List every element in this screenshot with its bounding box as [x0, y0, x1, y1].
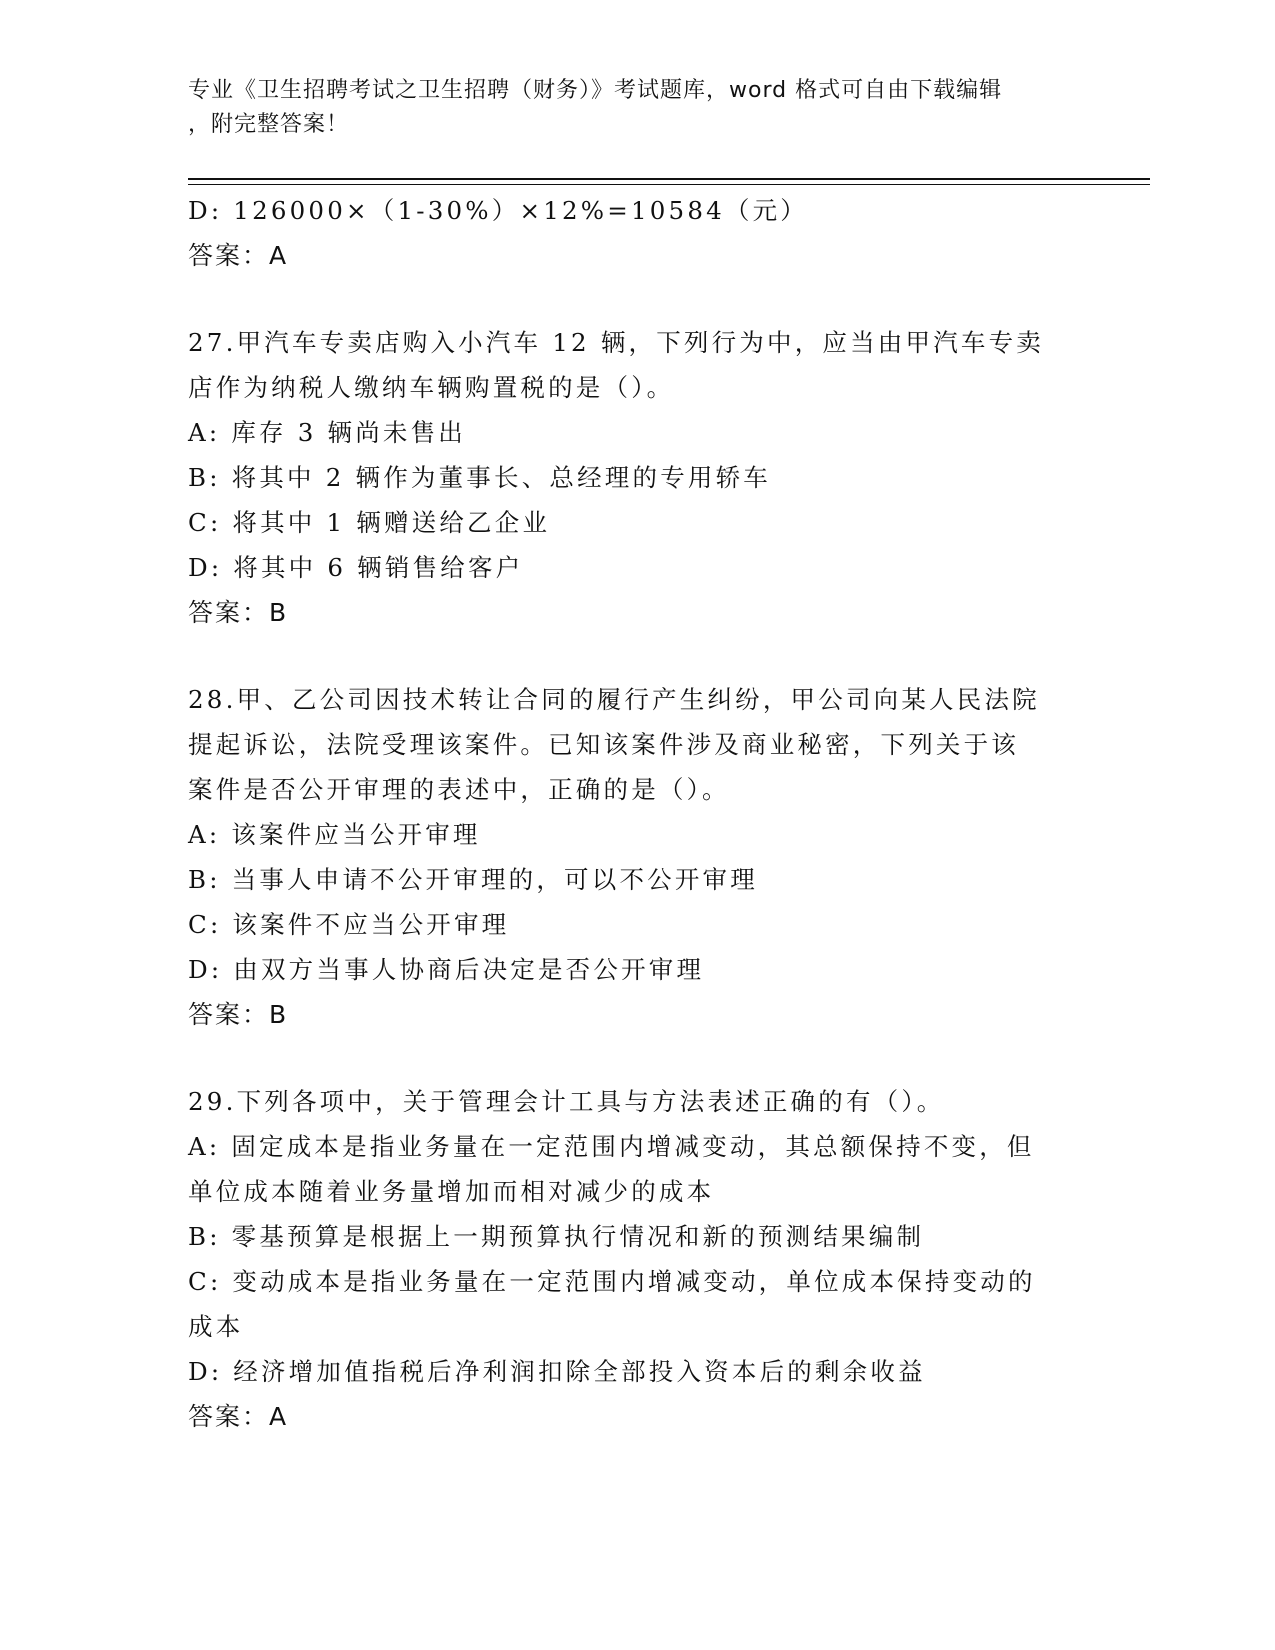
- question-28: [188, 677, 1088, 1037]
- option-a-continued: 单位成本随着业务量增加而相对减少的成本: [188, 1177, 715, 1206]
- option-d: D: 由双方当事人协商后决定是否公开审理: [188, 955, 705, 984]
- option-a: A: 库存 3 辆尚未售出: [188, 418, 466, 447]
- answer: 答案：A: [188, 1402, 289, 1431]
- header-line-2: ，附完整答案！: [188, 112, 350, 137]
- question-29: [188, 1079, 1088, 1439]
- spacer: [188, 635, 1088, 677]
- answer: 答案：A: [188, 241, 289, 270]
- option-b: B: 零基预算是根据上一期预算执行情况和新的预测结果编制: [188, 1222, 925, 1251]
- option-d: D: 经济增加值指税后净利润扣除全部投入资本后的剩余收益: [188, 1357, 926, 1386]
- answer: 答案：B: [188, 598, 289, 627]
- question-stem: 27.甲汽车专卖店购入小汽车 12 辆，下列行为中，应当由甲汽车专卖: [188, 328, 1045, 357]
- question-stem: 提起诉讼，法院受理该案件。已知该案件涉及商业秘密，下列关于该: [188, 730, 1019, 759]
- previous-question-tail: [188, 188, 1088, 278]
- question-27: [188, 320, 1088, 635]
- header-line-1: 专业《卫生招聘考试之卫生招聘（财务）》考试题库，word 格式可自由下载编辑: [188, 78, 1003, 103]
- question-stem: 案件是否公开审理的表述中，正确的是（）。: [188, 775, 730, 804]
- answer: 答案：B: [188, 1000, 289, 1029]
- spacer: [188, 1037, 1088, 1079]
- option-a: A: 该案件应当公开审理: [188, 820, 481, 849]
- option-d: D: 将其中 6 辆销售给客户: [188, 553, 524, 582]
- question-stem: 29.下列各项中，关于管理会计工具与方法表述正确的有（）。: [188, 1087, 945, 1116]
- option-b: B: 将其中 2 辆作为董事长、总经理的专用轿车: [188, 463, 772, 492]
- option-c: C: 变动成本是指业务量在一定范围内增减变动，单位成本保持变动的: [188, 1267, 1036, 1296]
- header-rule-thin: [188, 184, 1150, 185]
- option-b: B: 当事人申请不公开审理的，可以不公开审理: [188, 865, 758, 894]
- option-c-continued: 成本: [188, 1312, 244, 1341]
- option-d: D: 126000×（1-30%）×12%=10584（元）: [188, 196, 809, 225]
- option-c: C: 该案件不应当公开审理: [188, 910, 510, 939]
- question-content: [188, 188, 1088, 1439]
- header-rule-thick: [188, 178, 1150, 180]
- spacer: [188, 278, 1088, 320]
- option-a: A: 固定成本是指业务量在一定范围内增减变动，其总额保持不变，但: [188, 1132, 1035, 1161]
- question-stem: 店作为纳税人缴纳车辆购置税的是（）。: [188, 373, 675, 402]
- page-header: [188, 74, 1088, 142]
- question-stem: 28.甲、乙公司因技术转让合同的履行产生纠纷，甲公司向某人民法院: [188, 685, 1040, 714]
- option-c: C: 将其中 1 辆赠送给乙企业: [188, 508, 551, 537]
